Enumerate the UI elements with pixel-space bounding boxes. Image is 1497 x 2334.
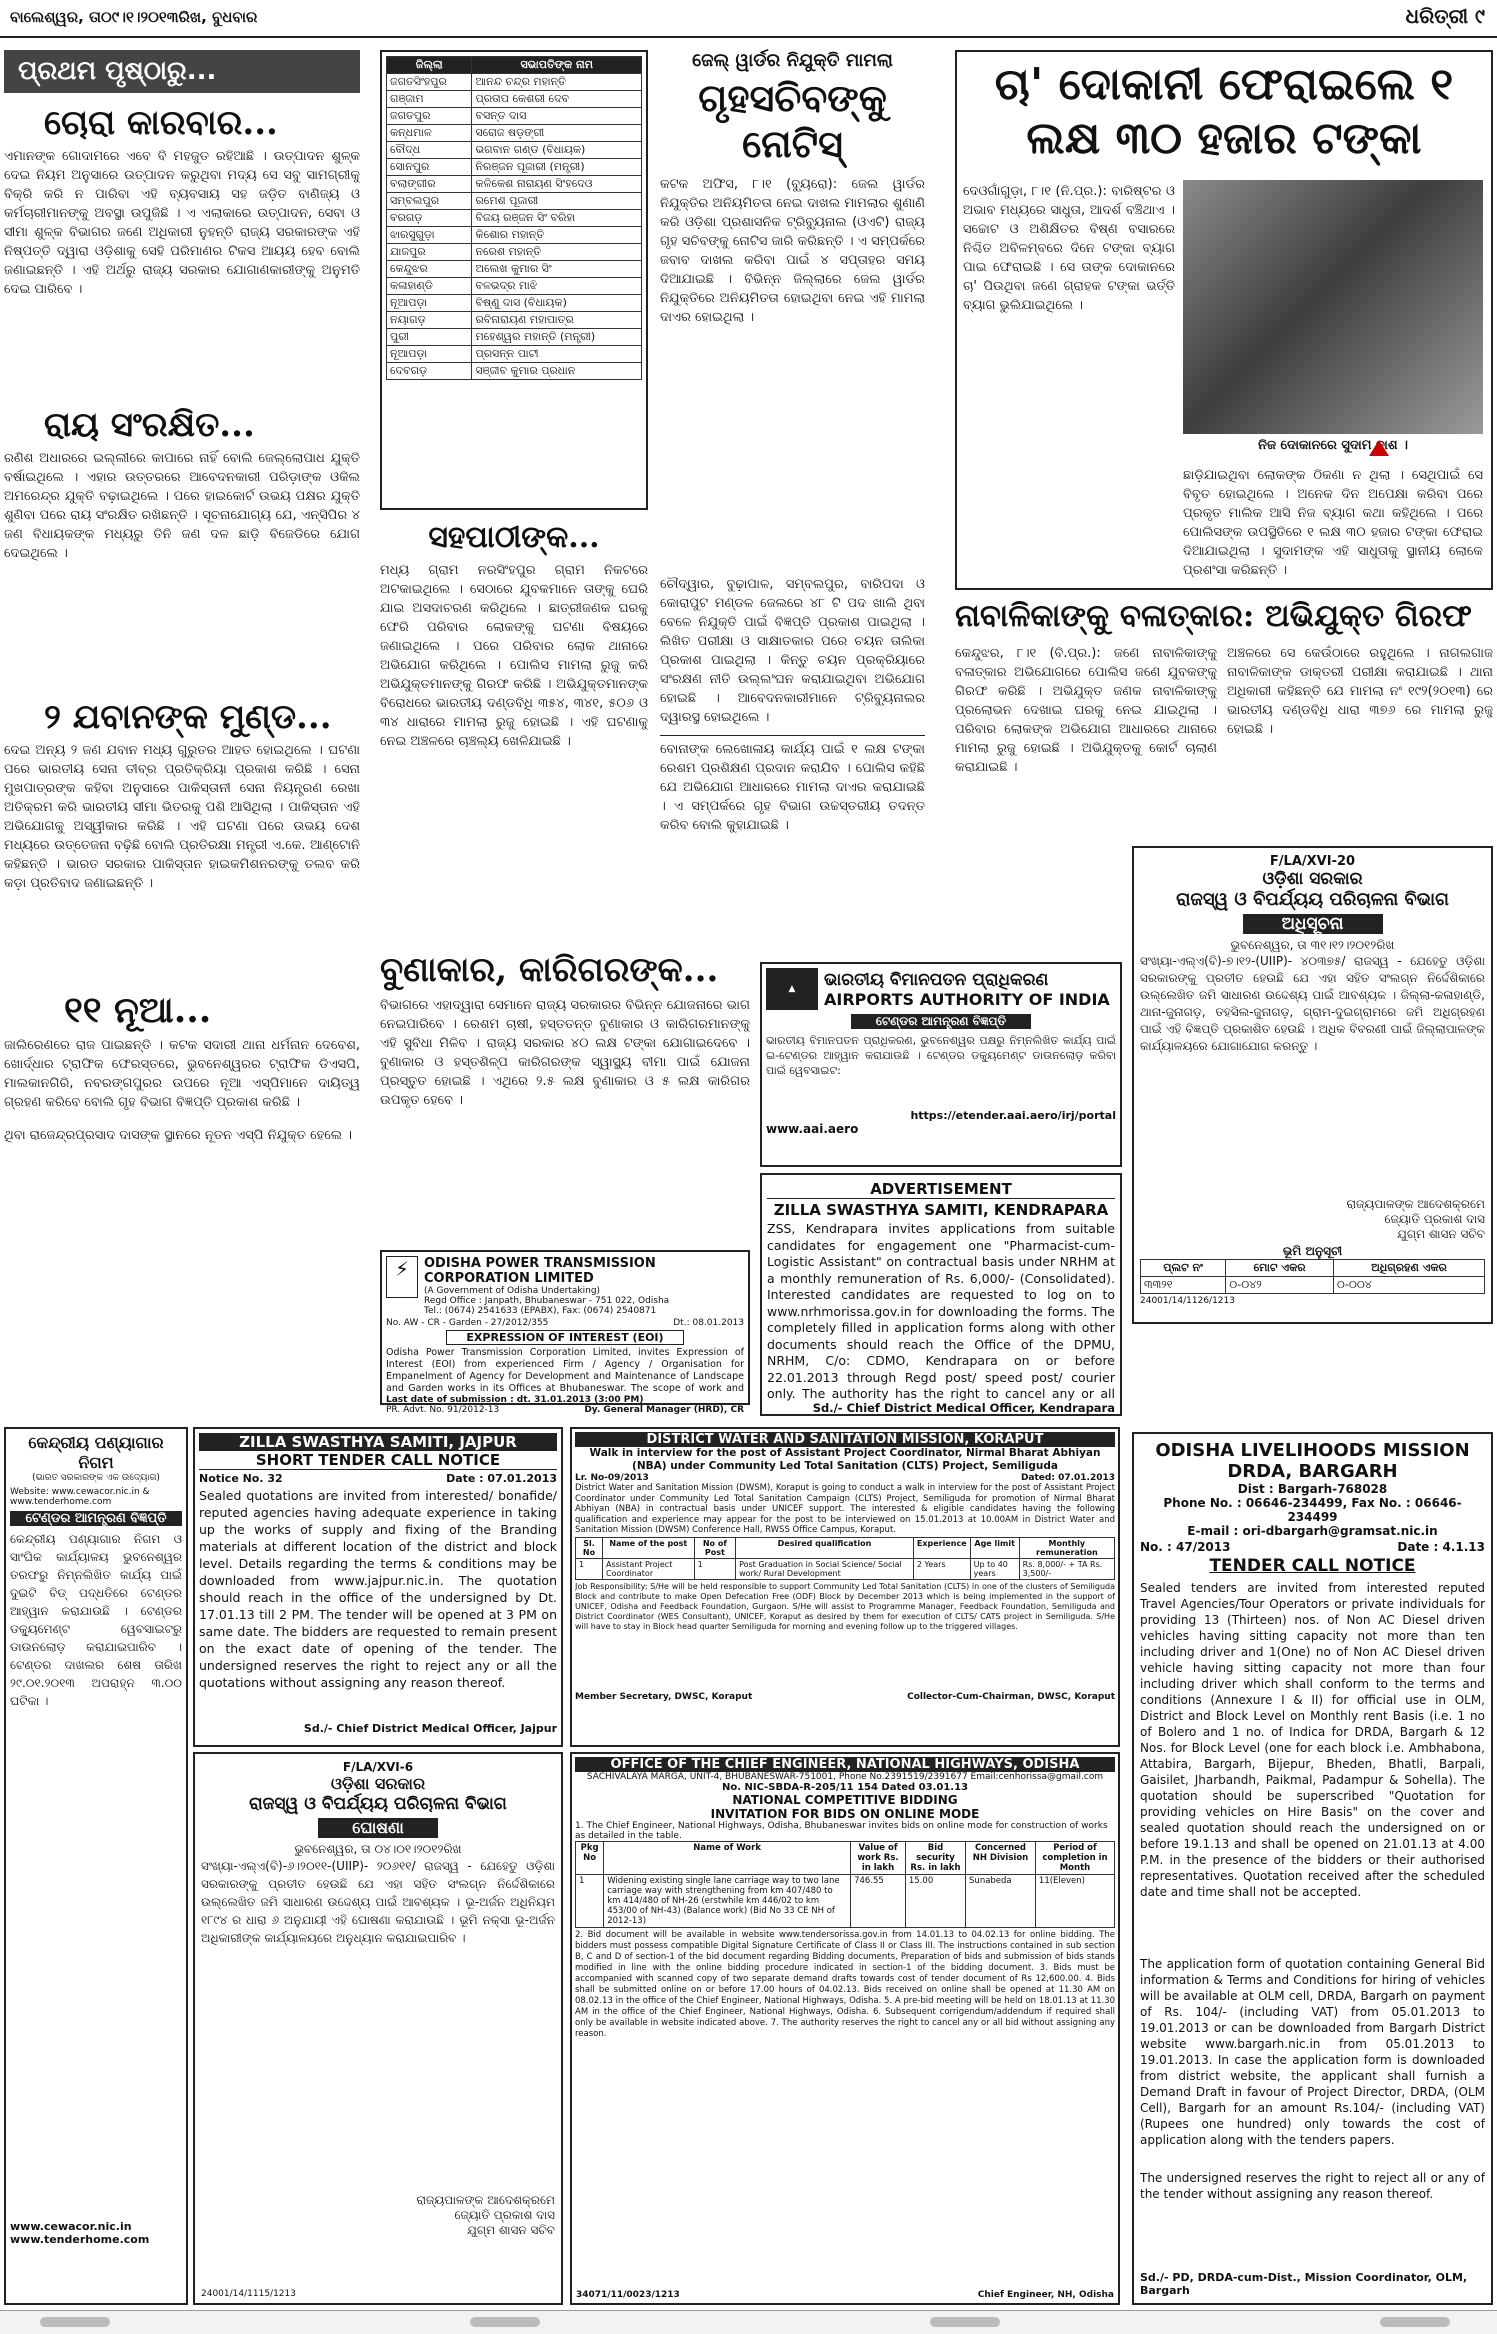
ad-signature: Sd./- PD, DRDA-cum-Dist., Mission Coordinator, OLM, Bargarh	[1140, 2271, 1468, 2297]
table-cell: ଗଞ୍ଜାମ	[387, 91, 472, 108]
sahapathi-article	[380, 520, 648, 940]
table-row	[387, 329, 642, 346]
article-raya-sanrakhita: ରଣିଶ ଅଧାରରେ ଇଲ୍ଲୀରେ କାପାରେ ନାହିଁ ବୋଲି ଜେଲ୍ଲୋପାଧ ଯୁକ୍ତି ବର୍ଷାଇଥିଲେ । ଏହାର ଉତ୍ତରରେ ଆବେଦନକାରୀ ପରିଡ଼ାଙ୍କ ଓକିଲ ଅମରେନ୍ଦ୍ର ଯୁକ୍ତି ବଢ଼ାଇଥିଲେ । ପରେ ହାଇକୋର୍ଟ ଉଭୟ ପକ୍ଷର ଯୁକ୍ତି ଶୁଣିବା ପରେ ରାୟ ସଂରକ୍ଷିତ ରଖିଛନ୍ତି । ସୂଚନାଯୋଗ୍ୟ ଯେ, ଏନ୍‌ସିପିର ୪ ଜଣ ବିଧାୟକଙ୍କ ମଧ୍ୟରୁ ତିନି ଜଣ ଦଳ ଛାଡ଼ି ବିଜେଡିରେ ଯୋଗ ଦେଇଥିଲେ ।	[4, 451, 360, 561]
optcl-sub: (A Government of Odisha Undertaking)	[424, 1286, 601, 1296]
headline-minor-rape: ନାବାଳିକାଙ୍କୁ ବଳାତ୍କାର: ଅଭିଯୁକ୍ତ ଗିରଫ	[955, 598, 1472, 634]
headline-home-secretary-notice: ଗୃହସଚିବଙ୍କୁ ନୋଟିସ୍	[698, 75, 887, 166]
table-cell: ଜଗତସିଂହପୁର	[387, 74, 472, 91]
article-body-3: ବୋନାଙ୍କ ଲେଖୋଳାୟ କାର୍ଯ୍ୟ ପାଇଁ ୧ ଲକ୍ଷ ଟଙ୍କା ରେଶମ ପ୍ରଶିକ୍ଷଣ ପ୍ରଦାନ କରାଯିବ । ପୋଲିସ କହିଛି ଯେ ଅଭିଯୋଗ ଆଧାରରେ ମାମଲା ଦାଏର କରାଯାଇଛି । ଏ ସମ୍ପର୍କରେ ଗୃହ ବିଭାଗ ଉଚ୍ଚସ୍ତରୀୟ ତଦନ୍ତ କରିବ ବୋଲି କୁହାଯାଇଛି ।	[660, 735, 925, 880]
table-header: Name of the post	[602, 1538, 694, 1559]
table-cell: ଅଲେଖ କୁମାର ସିଂ	[472, 261, 642, 278]
table-cell: 1	[694, 1559, 735, 1580]
table-header: ପ୍ଲଟ ନଂ	[1141, 1260, 1226, 1277]
ad-no: No. : 47/2013	[1140, 1540, 1231, 1554]
table-row	[387, 142, 642, 159]
article-body-1: କଟକ ଅଫିସ, ୮।୧ (ବ୍ୟୁରୋ): ଜେଲ ୱାର୍ଡର ନିଯୁକ୍ତିର ଅନିୟମିତତା ନେଇ ଦାଖଲ ମାମଲାର ଶୁଣାଣି କରି ଓଡ଼ିଶା ପ୍ରଶାସନିକ ଟ୍ରିବ୍ୟୁନାଲ (ଓଏଟି) ରାଜ୍ୟ ଗୃହ ସଚିବଙ୍କୁ ନୋଟିସ ଜାରି କରିଛନ୍ତି । ଏ ସମ୍ପର୍କରେ ଜବାବ ଦାଖଲ କରିବା ପାଇଁ ୪ ସପ୍ତାହର ସମୟ ଦିଆଯାଇଛି । ବିଭିନ୍ନ ଜିଲ୍ଲାରେ ଜେଲ ୱାର୍ଡର ନିଯୁକ୍ତିରେ ଅନିୟମିତତା ହୋଇଥିବା ନେଇ ଏହି ମାମଲା ଦାଏର ହୋଇଥିଲା ।	[660, 177, 925, 325]
table-row	[387, 278, 642, 295]
masthead-brand: ଧରିତ୍ରୀ ୯	[1405, 4, 1485, 28]
table-header: ସଭାପତିଙ୍କ ନାମ	[472, 57, 642, 74]
table-cell: ପ୍ରସନ୍ନ ପାଟୀ	[472, 346, 642, 363]
cewacor-body: କେନ୍ଦ୍ରୀୟ ପଣ୍ୟାଗାର ନିଗମ ଓ ସାଂଘିକ କାର୍ଯ୍ୟାଳୟ ଭୁବନେଶ୍ୱର ତରଫରୁ ନିମ୍ନଲିଖିତ କାର୍ଯ୍ୟ ପାଇଁ ଦୁଇଟି ବିଡ୍ ପଦ୍ଧତିରେ ଟେଣ୍ଡର ଆହ୍ୱାନ କରାଯାଉଛି । ଟେଣ୍ଡର ଡକ୍ୟୁମେଣ୍ଟ ୱେବସାଇଟରୁ ଡାଉନଲୋଡ଼ କରାଯାଇପାରିବ । ଟେଣ୍ଡର ଦାଖଲର ଶେଷ ତାରିଖ ୨୯.୦୧.୨୦୧୩ ଅପରାହ୍ନ ୩.୦୦ ଘଟିକା ।	[10, 1532, 182, 1708]
cewacor-sub: (ଭାରତ ସରକାରଙ୍କ ଏକ ଉଦ୍ୟୋଗ)	[32, 1473, 160, 1483]
ad-band: ADVERTISEMENT	[767, 1180, 1115, 1199]
ad-heading-1: NATIONAL COMPETITIVE BIDDING	[732, 1793, 958, 1807]
optcl-ref-no: No. AW - CR - Garden - 27/2012/355	[386, 1318, 549, 1328]
kicker: ଜେଲ୍ ୱାର୍ଡର ନିଯୁକ୍ତି ମାମଲା	[692, 50, 893, 71]
ad-dateline: ଭୁବନେଶ୍ୱର, ତା ୦୪।୦୧।୨୦୧୨ରିଖ	[294, 1842, 462, 1856]
ad-district: Dist : Bargarh-768028	[1237, 1482, 1388, 1496]
scroll-indicator[interactable]	[40, 2317, 110, 2327]
optcl-name: ODISHA POWER TRANSMISSION CORPORATION LIMITED	[424, 1256, 656, 1286]
scroll-indicator[interactable]	[1380, 2317, 1450, 2327]
tea-vendor-photo	[1183, 180, 1483, 434]
ad-org: ଓଡ଼ିଶା ସରକାର	[1262, 869, 1363, 889]
ad-clauses: 2. Bid document will be available in website www.tendersorissa.gov.in from 14.01.13 to 04.02.13 for online bidding. The bidders must possess compatible Digital Signature Certificate of Class II or Class III. The instructions contained in sub section B, C and D of section-1 of the bid document regarding Bidding documents, Preparation of bids and submission of bids stands modified in line with the online bidding procedure indicated in section-1 of the bidding document. 3. Bids must be accompanied with scanned copy of two separate demand drafts towards cost of tender document of Rs 12,600.00. 4. Bids shall be submitted online on or before 17.00 hours of 04.02.13. Bids received on online shall be opened at 11.30 AM on 08.02.13 in the office of the Chief Engineer, National Highways, Odisha. 5. A pre-bid meeting will be held on 18.01.13 at 11.30 AM in the office of the Chief Engineer, National Highways, Odisha. 6. Subsequent corrigendum/addendum if required shall only be available in website indicated above. 7. The authority reserves the right to cancel any or all bid without assigning any reason.	[575, 1930, 1115, 2039]
signatory-title: ଯୁଗ୍ମ ଶାସନ ସଚିବ	[1397, 1227, 1485, 1241]
ad-title: ZILLA SWASTHYA SAMITI, JAJPUR	[199, 1433, 557, 1451]
table-cell: ରବିନାରାୟଣ ମହାପାତ୍ର	[472, 312, 642, 329]
post-table	[575, 1537, 1115, 1580]
table-cell: ଆନନ୍ଦ ଚନ୍ଦ୍ର ମହାନ୍ତି	[472, 74, 642, 91]
table-cell: ଝାରସୁଗୁଡ଼ା	[387, 227, 472, 244]
ad-band: TENDER CALL NOTICE	[1209, 1556, 1416, 1576]
section-band: ପ୍ରଥମ ପୃଷ୍ଠାରୁ...	[4, 50, 360, 93]
table-cell: ବରଗଡ଼	[387, 210, 472, 227]
table-cell: 15.00	[905, 1875, 965, 1928]
table-cell: 1	[576, 1559, 603, 1580]
ad-ref: F/LA/XVI-20	[1269, 854, 1356, 869]
dwsm-koraput-ad	[570, 1427, 1120, 1747]
ad-signature: Sd./- Chief District Medical Officer, Kendrapara	[812, 1401, 1115, 1415]
table-cell: ଜଗତପୁର	[387, 108, 472, 125]
table-cell: ୦-୦୦୪	[1333, 1277, 1484, 1294]
table-cell: ମହେଶ୍ୱର ମହାନ୍ତି (ମନ୍ତ୍ରୀ)	[472, 329, 642, 346]
table-row	[387, 108, 642, 125]
table-header: Name of Work	[604, 1842, 851, 1875]
table-row	[387, 193, 642, 210]
notice-date: Date : 07.01.2013	[446, 1472, 557, 1485]
optcl-pr-no: PR. Advt. No. 91/2012-13	[386, 1405, 500, 1415]
aai-name-english: AIRPORTS AUTHORITY OF INDIA	[824, 989, 1110, 1009]
front-page-continued-column	[4, 50, 360, 1290]
ad-body: ZSS, Kendrapara invites applications from suitable candidates for engagement one "Pharmacist-cum-Logistic Assistant" on contractual basis under NRHM at a monthly remuneration of Rs. 6,000/- (Consolidated). Interested candidates are requested to log on to www.nrhmorissa.gov.in for downloading the forms. The completely filled in application forms along with other documents should reach the Office of the DPMU, NRHM, C/o: CDMO, Kendrapara on or before 22.01.2013 through Regd post/ speed post/ courier only. The authority has the right to cancel any or all	[767, 1221, 1115, 1401]
ad-org: ଓଡ଼ିଶା ସରକାର	[330, 1774, 426, 1793]
table-header: ମୋଟ ଏକର	[1226, 1260, 1334, 1277]
headline-chora-karbar: ଚୋରା କାରବାର...	[44, 103, 278, 143]
ad-footer-ref: 24001/14/1126/1213	[1140, 1296, 1235, 1306]
ad-ref-no: No. NIC-SBDA-R-205/11 154 Dated 03.01.13	[721, 1782, 969, 1793]
signatory-name: ଜ୍ୟୋତି ପ୍ରକାଶ ଦାସ	[1384, 1212, 1485, 1226]
ad-signature: Chief Engineer, NH, Odisha	[977, 2290, 1114, 2300]
signatory-title: ଯୁଗ୍ମ ଶାସନ ସଚିବ	[467, 2223, 555, 2237]
headline-jawan: ୨ ଯବାନଙ୍କ ମୁଣ୍ଡ...	[44, 697, 332, 737]
table-header: Sl. No	[576, 1538, 603, 1559]
table-row	[387, 176, 642, 193]
table-cell: Up to 40 years	[970, 1559, 1019, 1580]
ad-phone: Phone No. : 06646-234499, Fax No. : 06646-234499	[1163, 1496, 1462, 1524]
table-cell: Assistant Project Coordinator	[602, 1559, 694, 1580]
headline-11-nua: ୧୧ ନୂଆ...	[64, 989, 212, 1031]
signatory-line-1: ରାଜ୍ୟପାଳଙ୍କ ଆଦେଶକ୍ରମେ	[1346, 1197, 1485, 1211]
table-row	[387, 159, 642, 176]
signatory-line-1: ରାଜ୍ୟପାଳଙ୍କ ଆଦେଶକ୍ରମେ	[416, 2193, 555, 2207]
table-cell: Post Graduation in Social Science/ Social work/ Rural Development	[736, 1559, 914, 1580]
aai-logo-icon: ▲	[766, 968, 818, 1010]
aai-url-link[interactable]: https://etender.aai.aero/irj/portal	[910, 1109, 1116, 1122]
table-cell: ସୋନପୁର	[387, 159, 472, 176]
table-header: Desired qualification	[736, 1538, 914, 1559]
ad-department: ରାଜସ୍ୱ ଓ ବିପର୍ଯ୍ୟୟ ପରିଚାଳନା ବିଭାଗ	[249, 1794, 507, 1814]
table-cell: ବୌଦ୍ଧ	[387, 142, 472, 159]
works-table	[575, 1841, 1115, 1928]
table-cell: ପ୍ରତାପ କେଶରୀ ଦେବ	[472, 91, 642, 108]
district-president-table	[380, 50, 648, 510]
table-cell: 2 Years	[913, 1559, 970, 1580]
tea-vendor-story	[955, 50, 1493, 590]
ad-signature: Sd./- Chief District Medical Officer, Jajpur	[303, 1722, 557, 1735]
table-cell: କିଶୋର ମହାନ୍ତି	[472, 227, 642, 244]
job-responsibility: Job Responsibility: S/He will be held responsible to support Community Led Total Sanitation (CLTS) in one of the clusters of Semiliguda Block and contribute to make Open Defecation Free (ODF) Block by December 2013 which is being implemented in the support of UNICEF, Odisha and Feedback Foundation, Gurgaon. S/He will assist to Programme Manager, Feedback Foundation, Semiliguda and District Coordinator (WES Consultant), UNICEF, Koraput as desired by them for execution of CLTS/ CATS project in Semiliguda. S/He will have to stay in Block head quarter Semiliguda for morning and evening follow up to the triggered villages.	[575, 1582, 1115, 1631]
cewacor-title: କେନ୍ଦ୍ରୀୟ ପଣ୍ୟାଗାର ନିଗମ	[28, 1433, 164, 1472]
table-header: Bid security Rs. in lakh	[905, 1842, 965, 1875]
table-header: Period of completion in Month	[1035, 1842, 1114, 1875]
ad-email: E-mail : ori-dbargarh@gramsat.nic.in	[1187, 1524, 1438, 1538]
optcl-logo-icon: ⚡	[386, 1256, 418, 1298]
minor-rape-story	[955, 598, 1493, 833]
ad-date: Date : 4.1.13	[1397, 1540, 1485, 1554]
table-row	[387, 244, 642, 261]
table-cell: 11(Eleven)	[1035, 1875, 1114, 1928]
headline-tea-vendor: ଚା' ଦୋକାନୀ ଫେରାଇଲେ ୧ ଲକ୍ଷ ୩୦ ହଜାର ଟଙ୍କା	[994, 59, 1454, 164]
ad-title: DISTRICT WATER AND SANITATION MISSION, KORAPUT	[575, 1432, 1115, 1447]
ad-band: ଘୋଷଣା	[318, 1818, 438, 1838]
cewacor-band: ଟେଣ୍ଡର ଆମନ୍ତ୍ରଣ ବିଜ୍ଞପ୍ତି	[10, 1511, 182, 1526]
national-highways-bid-ad	[570, 1752, 1120, 2305]
table-cell: ବିଷ୍ଣୁ ଦାସ (ବିଧାୟକ)	[472, 295, 642, 312]
table-row	[387, 312, 642, 329]
article-body-2: ଚୌଦ୍ୱାର, ବୁଢ଼ାପାଳ, ସମ୍ବଲପୁର, ବାରିପଦା ଓ କୋରାପୁଟ ମଣ୍ଡଳ ଜେଲରେ ୪୮ ଟି ପଦ ଖାଲି ଥିବା ବେଳେ ନିଯୁକ୍ତି ପାଇଁ ବିଜ୍ଞପ୍ତି ପ୍ରକାଶ ପାଇଥିଲା । ଲିଖିତ ପରୀକ୍ଷା ଓ ସାକ୍ଷାତକାର ପରେ ଚୟନ ତାଲିକା ପ୍ରକାଶ ପାଇଥିଲା । କିନ୍ତୁ ଚୟନ ପ୍ରକ୍ରିୟାରେ ସଂରକ୍ଷଣ ନୀତି ଉଲ୍ଲଂଘନ କରାଯାଇଥିବା ଅଭିଯୋଗ ହୋଇଛି । ଆବେଦନକାରୀମାନେ ଟ୍ରିବ୍ୟୁନାଲର ଦ୍ୱାରସ୍ଥ ହୋଇଥିଲେ ।	[660, 577, 925, 725]
letter-date: Dated: 07.01.2013	[1020, 1473, 1115, 1483]
table-cell: କେନ୍ଦୁଝର	[387, 261, 472, 278]
table-cell: ନରେଶ ମହାନ୍ତି	[472, 244, 642, 261]
ad-subtitle: SHORT TENDER CALL NOTICE	[199, 1451, 557, 1470]
optcl-eoi-ad	[380, 1250, 750, 1415]
ad-body-3: The undersigned reserves the right to reject all or any of the tender without assigning any reason thereof.	[1140, 2171, 1485, 2201]
ad-body: ସଂଖ୍ୟା-ଏଲ୍‌ଏ(ବି)-୬।୨୦୧୧-(UIIP)- ୨୦୬୧୧/ ରାଜସ୍ୱ - ଯେହେତୁ ଓଡ଼ିଶା ସରକାରଙ୍କୁ ପ୍ରତୀତ ହେଉଛି ଯେ ଏହା ସହିତ ସଂଲଗ୍ନ ନିର୍ଦ୍ଦେଶିକାରେ ଉଲ୍ଲେଖିତ ଜମି ସାଧାରଣ ଉଦ୍ଦେଶ୍ୟ ପାଇଁ ଆବଶ୍ୟକ । ଭୂ-ଅର୍ଜନ ଅଧିନିୟମ ୧୮୯୪ ର ଧାରା ୬ ଅନୁଯାୟୀ ଏହି ଘୋଷଣା କରାଯାଉଛି । ଭୂମି ନକ୍ସା ଭୂ-ଅର୍ଜନ ଅଧିକାରୀଙ୍କ କାର୍ଯ୍ୟାଳୟରେ ଅନୁଧ୍ୟାନ କରାଯାଇପାରିବ ।	[201, 1859, 555, 1945]
table-cell: Rs. 8,000/- + TA Rs. 3,500/-	[1019, 1559, 1114, 1580]
article-11-nua: ଜାଲିରେଣରେ ରାଜ ପାଇଛନ୍ତି । କଟକ ସଦାରୀ ଥାନା ଧର୍ମନାନ ଦେବେଶ, ଖୋର୍ଦ୍ଧାର ଟ୍ରାଫିକ ଫେରସ୍ତରେ, ଭୁବନେଶ୍ୱରର ଟ୍ରାଫିକ ଡିଏସପି, ମାଲକାନଗିରି, ନବରଙ୍ଗପୁରର ଉପରେ ନୂଆ ଏସ୍‌ପିମାନେ ଦାୟିତ୍ୱ ଗ୍ରହଣ କରିବେ ବୋଲି ଗୃହ ବିଭାଗ ବିଜ୍ଞପ୍ତି ପ୍ରକାଶ କରିଛି ।	[4, 1038, 360, 1110]
table-cell: ନିରଞ୍ଜନ ପୂଜାରୀ (ମନ୍ତ୍ରୀ)	[472, 159, 642, 176]
table-cell: ୦-୦୪୨	[1226, 1277, 1334, 1294]
optcl-eoi-title: EXPRESSION OF INTEREST (EOI)	[446, 1330, 684, 1345]
table-cell: ବିଜୟ ରଞ୍ଜନ ସିଂ ବରିହା	[472, 210, 642, 227]
ad-title-2: DRDA, BARGARH	[1227, 1461, 1398, 1482]
ad-body: ସଂଖ୍ୟା-ଏଲ୍‌ଏ(ବି)-୭।୧୨-(UIIP)- ୪୦୩୭୫/ ରାଜସ୍ୱ - ଯେହେତୁ ଓଡ଼ିଶା ସରକାରଙ୍କୁ ପ୍ରତୀତ ହେଉଛି ଯେ ଏହା ସହିତ ସଂଲଗ୍ନ ନିର୍ଦ୍ଦେଶିକାରେ ଉଲ୍ଲେଖିତ ଜମି ସାଧାରଣ ଉଦ୍ଦେଶ୍ୟ ପାଇଁ ଆବଶ୍ୟକ । ଜିଲ୍ଲା-କଳାହାଣ୍ଡି, ଥାନା-ଜୁନାଗଡ଼, ତହସିଲ-ଜୁନାଗଡ଼, ଗ୍ରାମ-ଦୁଇଗ୍ରାମରେ ଜମି ଅଧିଗ୍ରହଣ ପାଇଁ ଏହି ବିଜ୍ଞପ୍ତି ପ୍ରକାଶିତ ହେଉଛି । ଅଧିକ ବିବରଣୀ ପାଇଁ ଜିଲ୍ଲାପାଳଙ୍କ କାର୍ଯ୍ୟାଳୟରେ ଯୋଗାଯୋଗ କରନ୍ତୁ ।	[1140, 954, 1485, 1053]
ad-department: ରାଜସ୍ୱ ଓ ବିପର୍ଯ୍ୟୟ ପରିଚାଳନା ବିଭାଗ	[1176, 889, 1449, 910]
signatory-name: ଜ୍ୟୋତି ପ୍ରକାଶ ଦାସ	[454, 2208, 555, 2222]
letter-no: Lr. No-09/2013	[575, 1473, 649, 1483]
headline-bunakar: ବୁଣାକାର, କାରିଗରଙ୍କ...	[380, 950, 719, 990]
schedule-table	[1140, 1259, 1485, 1294]
table-cell: ବଳଭଦ୍ର ମାଝି	[472, 278, 642, 295]
aai-site-link[interactable]: www.aai.aero	[766, 1122, 859, 1136]
table-header: ଅଧିଗ୍ରହଣ ଏକର	[1333, 1260, 1484, 1277]
notice-no: Notice No. 32	[199, 1472, 283, 1485]
weavers-article	[380, 950, 750, 1240]
jail-warder-article	[660, 50, 925, 940]
table-cell: କଳିକେଶ ନାରାୟଣ ସିଂହଦେଓ	[472, 176, 642, 193]
ad-address: SACHIVALAYA MARGA, UNIT-4, BHUBANESWAR-751001, Phone No.2391519/2391677 Email:cenhorissa@gmail.com	[586, 1772, 1104, 1782]
signatory-1: Member Secretary, DWSC, Koraput	[575, 1692, 753, 1702]
ad-footer-ref: 24001/14/1115/1213	[201, 2289, 296, 2299]
headline-sahapathi: ସହପାଠୀଙ୍କ...	[428, 520, 600, 555]
table-header: Age limit	[970, 1538, 1019, 1559]
aai-tender-ad	[760, 962, 1122, 1167]
headline-raya-sanrakhita: ରାୟ ସଂରକ୍ଷିତ...	[44, 405, 255, 445]
ad-ref: F/LA/XVI-6	[342, 1760, 414, 1774]
table-header: Value of work Rs. in lakh	[851, 1842, 906, 1875]
table-cell: ନୂଆପଡ଼ା	[387, 295, 472, 312]
minor-rape-body-1: କେନ୍ଦୁଝର, ୮।୧ (ବି.ପ୍ର.): ଜଣେ ନାବାଳିକାଙ୍କୁ ବଳାତ୍କାର ଅଭିଯୋଗରେ ପୋଲିସ ଜଣେ ଯୁବକଙ୍କୁ ଗିରଫ କରିଛି । ଅଭିଯୁକ୍ତ ଜଣକ ନାବାଳିକାଙ୍କୁ ପ୍ରଲୋଭନ ଦେଖାଇ ଘରକୁ ନେଇ ଯାଇଥିଲା । ପରିବାର ଲୋକଙ୍କ ଅଭିଯୋଗ ଆଧାରରେ ଥାନାରେ ମାମଲା ରୁଜୁ ହୋଇଛି । ଅଭିଯୁକ୍ତକୁ କୋର୍ଟ ଚାଲାଣ କରାଯାଇଛି ।	[955, 646, 1217, 775]
table-row	[387, 295, 642, 312]
photo-caption: ନିଜ ଦୋକାନରେ ସୁଦାମ ଦାଶ ।	[1258, 438, 1408, 453]
table-cell: ନୂଆପଡ଼ା	[387, 346, 472, 363]
article-bunakar: ବିଭାଗରେ ଏହାଦ୍ୱାରା ସେମାନେ ରାଜ୍ୟ ସରକାରର ବିଭିନ୍ନ ଯୋଜନାରେ ଭାଗ ନେଇପାରିବେ । ରେଶମ ଚାଷୀ, ହସ୍ତତନ୍ତ ବୁଣାକାର ଓ କାରିଗରମାନଙ୍କୁ ଏହି ସୁବିଧା ମିଳିବ । ରାଜ୍ୟ ସରକାର ୪୦ ଲକ୍ଷ ଟଙ୍କା ଯୋଗାଇଦେବେ । ବୁଣାକାର ଓ ହସ୍ତଶିଳ୍ପ କାରିଗରଙ୍କ ସ୍ୱାସ୍ଥ୍ୟ ବୀମା ପାଇଁ ଯୋଜନା ପ୍ରସ୍ତୁତ ହୋଇଛି । ଏଥିରେ ୨.୫ ଲକ୍ଷ ବୁଣାକାର ଓ ୫ ଲକ୍ଷ କାରିଗର ଉପକୃତ ହେବେ ।	[380, 998, 750, 1108]
table-cell: ବସନ୍ତ ଦାସ	[472, 108, 642, 125]
table-row	[387, 227, 642, 244]
olm-bargarh-tender-ad	[1132, 1432, 1493, 2305]
revenue-notification-ad	[1132, 846, 1493, 1324]
optcl-last-date: Last date of submission : dt. 31.01.2013 (3:00 PM)	[386, 1395, 644, 1405]
dateline: ବାଲେଶ୍ୱର, ତା୦୯।୧।୨୦୧୩ରିଖ, ବୁଧବାର	[10, 8, 258, 26]
optcl-address: Regd Office : Janpath, Bhubaneswar - 751 022, Odisha	[424, 1296, 670, 1306]
table-cell: କନ୍ଧମାଳ	[387, 125, 472, 142]
ad-body: District Water and Sanitation Mission (DWSM), Koraput is going to conduct a walk in interview for the post of Assistant Project Coordinator under Community Led Total Sanitation Campaign (CLTS) Project, Semiliguda for promotion of Nirmal Bharat Abhiyan (NBA) in contractual basis under UNICEF support. The interested & eligible candidates having the following qualification and experience may appear for the post to be interviewed on 15.01.2013 at 10.00AM in District Water and Sanitation Mission (DWSM) Conference Hall, RWSS Office Campus, Koraput.	[575, 1483, 1115, 1535]
page-header	[0, 0, 1497, 38]
aai-name-odia: ଭାରତୀୟ ବିମାନପତନ ପ୍ରାଧିକରଣ	[824, 969, 1049, 990]
table-header: Concerned NH Division	[966, 1842, 1036, 1875]
ad-footer-ref: 34071/11/0023/1213	[576, 2290, 680, 2300]
table-row	[387, 74, 642, 91]
zss-kendrapara-ad	[760, 1173, 1122, 1416]
ad-body-2: The application form of quotation containing General Bid information & Terms and Conditions for hiring of vehicles will be available at OLM cell, DRDA, Bargarh on payment of Rs. 104/- (including VAT) from 05.01.2013 to 19.01.2013 or can be downloaded from Bargarh District website www.bargarh.nic.in from 05.01.2013 to 19.01.2013. In case the application form is downloaded from district website, the applicant shall furnish a Demand Draft in favour of Project Director, DRDA, (OLM Cell), Bargarh for an amount Rs.104/- (including VAT) (Rupees one hundred) only towards the cost of application along with the tenders papers.	[1140, 1957, 1485, 2147]
table-cell: ସମ୍ବଲପୁର	[387, 193, 472, 210]
table-cell: ୩୩୨୧	[1141, 1277, 1226, 1294]
table-cell: ସରୋଜ ଷଡ଼ଙ୍ଗୀ	[472, 125, 642, 142]
minor-rape-body-2: ଅଞ୍ଚଳରେ ସେ କେଉଁଠାରେ ରହୁଥିଲେ । ନାଗଲଗାଜ ନାବାଳିକାଙ୍କ ଡାକ୍ତରୀ ପରୀକ୍ଷା କରାଯାଇଛି । ଥାନା ଅଧିକାରୀ କହିଛନ୍ତି ଯେ ମାମଲା ନଂ ୧୯୨(୨୦୧୩) ରେ ଭାରତୀୟ ଦଣ୍ଡବିଧି ଧାରା ୩୭୬ ରେ ମାମଲା ରୁଜୁ ହୋଇଛି ।	[1227, 646, 1493, 737]
table-cell: ବଲାଙ୍ଗୀର	[387, 176, 472, 193]
table-row	[387, 210, 642, 227]
ad-subtitle: Walk in interview for the post of Assistant Project Coordinator, Nirmal Bharat Abhiyan (NBA) under Community Led Total Sanitation (CLTS) Project, Semiliguda	[589, 1447, 1101, 1472]
ad-intro: 1. The Chief Engineer, National Highways, Odisha, Bhubaneswar invites bids on online mode for construction of works as detailed in the table.	[575, 1821, 1108, 1841]
table-cell: Widening existing single lane carriage way to two lane carriage way with strengthening from km 407/480 to km 414/480 of NH-26 (erstwhile km 446/02 to km 453/00 of NH-43) (Balance work) (Bid No 33 CE NH of 2012-13)	[604, 1875, 851, 1928]
scroll-indicator[interactable]	[470, 2317, 540, 2327]
table-cell: ପୁରୀ	[387, 329, 472, 346]
ad-title: OFFICE OF THE CHIEF ENGINEER, NATIONAL HIGHWAYS, ODISHA	[575, 1757, 1115, 1772]
cewacor-tender-ad	[4, 1427, 188, 2305]
table-cell: ଭଗବାନ ଗଣ୍ଡ (ବିଧାୟକ)	[472, 142, 642, 159]
ad-heading-2: INVITATION FOR BIDS ON ONLINE MODE	[710, 1807, 980, 1821]
article-sahapathi: ମଧ୍ୟ ଗ୍ରାମ ନରସିଂହପୁର ଗ୍ରାମ ନିକଟରେ ଅଟକାଇଥିଲେ । ସେଠାରେ ଯୁବକମାନେ ତାଙ୍କୁ ଘେରି ଯାଇ ଅସଦାଚରଣ କରିଥିଲେ । ଛାତ୍ରୀଜଣକ ଘରକୁ ଫେରି ପରିବାର ଲୋକଙ୍କୁ ଘଟଣା ବିଷୟରେ ଜଣାଇଥିଲେ । ପରେ ପରିବାର ଲୋକ ଥାନାରେ ଅଭିଯୋଗ କରିଥିଲେ । ପୋଲିସ ମାମଲା ରୁଜୁ କରି ଅଭିଯୁକ୍ତମାନଙ୍କୁ ଗିରଫ କରିଛି । ଅଭିଯୁକ୍ତମାନଙ୍କ ବିରୋଧରେ ଭାରତୀୟ ଦଣ୍ଡବିଧି ୩୫୪, ୩୪୧, ୫୦୬ ଓ ୩୪ ଧାରାରେ ମାମଲା ରୁଜୁ ହୋଇଛି । ଏହି ଘଟଣାକୁ ନେଇ ଅଞ୍ଚଳରେ ଚାଞ୍ଚଲ୍ୟ ଖେଳିଯାଇଛି ।	[380, 563, 648, 749]
ad-band: ଅଧିସୂଚନା	[1243, 914, 1383, 934]
table-row	[387, 363, 642, 380]
table-row	[387, 261, 642, 278]
optcl-body: Odisha Power Transmission Corporation Limited, invites Expression of Interest (EOI) from experienced Firm / Agency / Organisation for Empanelment of Agency for Development and Maintenance of Landscape and Garden works in its Offices at Bhubaneswar. The scope of work and	[386, 1347, 744, 1394]
ad-body: Sealed quotations are invited from interested/ bonafide/ reputed agencies having adequate experience in taking up the works of supply and fixing of the Branding materials at different location of the district and block level. Details regarding the terms & conditions may be downloaded from www.jajpur.nic.in. The quotation should reach in the office of the undersigned by Dt. 17.01.13 till 2 PM. The tender will be opened at 3 PM on same date. The bidders are requested to remain present on the exact date of opening of the tender. The undersigned reserves the right to reject any or all the quotations without assigning any reason thereof.	[199, 1488, 557, 1690]
ad-dateline: ଭୁବନେଶ୍ୱର, ତା ୩୧।୧୨।୨୦୧୨ରିଖ	[1230, 938, 1395, 952]
scroll-indicator[interactable]	[930, 2317, 1000, 2327]
tea-vendor-body-1: ଦେଓଗାଁଗୁଡ଼ା, ୮।୧ (ନି.ପ୍ର.): ବାରିଷ୍ଟର ଓ ଅଭାବ ମଧ୍ୟରେ ସାଧୁତା, ଆଦର୍ଶ ବଞ୍ଚିଥାଏ । ସଚ୍ଚୋଟ ଓ ଅଶିକ୍ଷିତର ବିଷ୍ଣ ବସାରରେ ନିଶ୍ଚିତ ଅବିଳମ୍ବରେ ଦିନେ ଟଙ୍କା ବ୍ୟାଗ ପାଇ ଫେରାଇଛି । ସେ ତାଙ୍କ ଦୋକାନରେ ଚା' ପିଉଥିବା ଜଣେ ଗ୍ରାହକ ଟଙ୍କା ଭର୍ତ୍ତି ବ୍ୟାଗ ଭୁଲିଯାଇଥିଲେ ।	[963, 184, 1175, 313]
ad-title: ZILLA SWASTHYA SAMITI, KENDRAPARA	[773, 1201, 1109, 1219]
cewacor-web: Website: www.cewacor.nic.in & www.tenderhome.com	[10, 1487, 150, 1507]
article-jawan: ଦେଇ ଅନ୍ୟ ୨ ଜଣ ଯବାନ ମଧ୍ୟ ଗୁରୁତର ଆହତ ହୋଇଥିଲେ । ଘଟଣା ପରେ ଭାରତୀୟ ସେନା ତୀବ୍ର ପ୍ରତିକ୍ରିୟା ପ୍ରକାଶ କରିଛି । ସେନା ମୁଖପାତ୍ରଙ୍କ କହିବା ଅନୁସାରେ ପାକିସ୍ତାନୀ ସେନା ନିୟନ୍ତ୍ରଣ ରେଖା ଅତିକ୍ରମ କରି ଭାରତୀୟ ସୀମା ଭିତରକୁ ପଶି ଆସିଥିଲା । ପାକିସ୍ତାନ ଏହି ଅଭିଯୋଗକୁ ଅସ୍ୱୀକାର କରିଛି । ଏହି ଘଟଣା ପରେ ଉଭୟ ଦେଶ ମଧ୍ୟରେ ଉତ୍ତେଜନା ବଢ଼ିଛି ବୋଲି ପ୍ରତିରକ୍ଷା ମନ୍ତ୍ରୀ ଏ.କେ. ଆଣ୍ଟୋନି କହିଛନ୍ତି । ଭାରତ ସରକାର ପାକିସ୍ତାନ ହାଇକମିଶନରଙ୍କୁ ତଲବ କରି କଡ଼ା ପ୍ରତିବାଦ ଜଣାଇଛନ୍ତି ।	[4, 743, 360, 891]
aai-body: ଭାରତୀୟ ବିମାନପତନ ପ୍ରାଧିକରଣ, ଭୁବନେଶ୍ୱର ପକ୍ଷରୁ ନିମ୍ନଲିଖିତ କାର୍ଯ୍ୟ ପାଇଁ ଇ-ଟେଣ୍ଡର ଆହ୍ୱାନ କରାଯାଉଛି । ଟେଣ୍ଡର ଡକ୍ୟୁମେଣ୍ଟ ଡାଉନଲୋଡ଼ କରିବା ପାଇଁ ୱେବସାଇଟ:	[766, 1034, 1116, 1077]
page-footer-strip	[0, 2310, 1497, 2334]
tea-vendor-body-2: ଛାଡ଼ିଯାଇଥିବା ଲୋକଙ୍କ ଠିକଣା ନ ଥିଲା । ସେଥିପାଇଁ ସେ ବିବୃତ ହୋଇଥିଲେ । ଅନେକ ଦିନ ଅପେକ୍ଷା କରିବା ପରେ ପ୍ରକୃତ ମାଲିକ ଆସି ନିଜ ବ୍ୟାଗ କଥା କହିଥିଲେ । ପରେ ପୋଲିସଙ୍କ ଉପସ୍ଥିତିରେ ୧ ଲକ୍ଷ ୩୦ ହଜାର ଟଙ୍କା ଫେରାଇ ଦିଆଯାଇଥିଲା । ସୁଦାମଙ୍କ ଏହି ସାଧୁତାକୁ ସ୍ଥାନୀୟ ଲୋକେ ପ୍ରଶଂସା କରିଛନ୍ତି ।	[1183, 468, 1483, 578]
table-cell: ଯାଜପୁର	[387, 244, 472, 261]
optcl-tel: Tel.: (0674) 2541633 (EPABX), Fax: (0674) 2540871	[424, 1306, 657, 1316]
table-cell: ସଞ୍ଜୀବ କୁମାର ପ୍ରଧାନ	[472, 363, 642, 380]
table-cell: ନୟାଗଡ଼	[387, 312, 472, 329]
president-table	[386, 56, 642, 380]
table-row	[387, 346, 642, 363]
ad-title-1: ODISHA LIVELIHOODS MISSION	[1155, 1440, 1470, 1461]
table-cell: Sunabeda	[966, 1875, 1036, 1928]
table-header: Experience	[913, 1538, 970, 1559]
red-triangle-icon	[1369, 440, 1389, 456]
aai-band: ଟେଣ୍ଡର ଆମନ୍ତ୍ରଣ ବିଜ୍ଞପ୍ତି	[851, 1014, 1031, 1029]
table-row	[387, 125, 642, 142]
table-cell: ରମେଶ ପୂଜାରୀ	[472, 193, 642, 210]
table-row	[387, 91, 642, 108]
table-cell: ଦେବଗଡ଼	[387, 363, 472, 380]
signatory-2: Collector-Cum-Chairman, DWSC, Koraput	[907, 1692, 1115, 1702]
schedule-title: ଭୂମି ଅନୁସୂଚୀ	[1282, 1244, 1343, 1258]
ad-body-1: Sealed tenders are invited from interested reputed Travel Agencies/Tour Operators or private individuals for providing 13 (Thirteen) nos. of Non AC Diesel driven vehicles having sitting capacity not more than ten including driver and 1(One) no of Non AC Diesel driven vehicle having sitting capacity not more than four including driver which shall conform to the terms and conditions (Annexure I & II) for official use in OLM, District and Block Level on Monthly rent Basis (i.e. 1 no of Bolero and 1 no. of Indica for DRDA, Bargarh & 12 Nos. for Block Level (one for each block i.e. Ambhabona, Attabira, Bargarh, Bijepur, Bheden, Bhatli, Barpali, Gaisilet, Jharbandh, Paikmal, Padampur & Sohella). The quotation should be superscribed "Quotation for providing vehicles on Hire Basis" on the cover and sealed quotation should reach the undersigned on or before 19.1.13 and shall be opened on 21.01.13 at 4.00 P.M. in the presence of the bidders or their authorised representatives. Quotation received after the scheduled date and time shall not be accepted.	[1140, 1581, 1485, 1899]
table-header: No of Post	[694, 1538, 735, 1559]
revenue-declaration-ad	[193, 1752, 563, 2305]
table-header: Monthly remuneration	[1019, 1538, 1114, 1559]
table-header: ଜିଲ୍ଲା	[387, 57, 472, 74]
table-header: Pkg No	[576, 1842, 604, 1875]
article-11-nua-end: ଥିବା ରାଜେନ୍ଦ୍ରପ୍ରସାଦ ଦାସଙ୍କ ସ୍ଥାନରେ ନୂତନ ଏସ୍‌ପି ନିଯୁକ୍ତ ହେଲେ ।	[4, 1128, 353, 1143]
table-cell: କଳାହାଣ୍ଡି	[387, 278, 472, 295]
table-cell: 1	[576, 1875, 604, 1928]
cewacor-links[interactable]: www.cewacor.nic.in www.tenderhome.com	[10, 2220, 150, 2246]
zss-jajpur-ad	[193, 1427, 563, 1747]
optcl-signature: Dy. General Manager (HRD), CR	[584, 1405, 744, 1415]
article-chora-karbar: ଏମାନଙ୍କ ଗୋଦାମରେ ଏବେ ବି ମହଜୁତ ରହିଆଛି । ଉତ୍ପାଦନ ଶୁଳ୍କ ଦେଇ ନିୟମ ଅନୁସାରେ ଉତ୍ପାଦନ କରୁଥିବା ମଦ୍ୟ ସେ ସବୁ ସାମଗ୍ରୀକୁ ବିକ୍ରି କରି ନ ପାରିବା ଏହି ବ୍ୟବସାୟ ସହ ଜଡ଼ିତ ବାଣିଜ୍ୟ ଓ କର୍ମଚାରୀମାନଙ୍କୁ ଅବସ୍ଥା ଉପୁଜିଛି । ଏ ଏଲାକାରେ ଉତ୍ପାଦନ, ସେବା ଓ ସୀମା ଶୁଳ୍କ ବିଭାଗର ଜଣେ ଅଧିକାରୀ ନୁହନ୍ତି ରାଜ୍ୟ ସରକାରଙ୍କ ଏହି ନିଷ୍ପତ୍ତି ଦ୍ୱାରା ଓଡ଼ିଶାକୁ ସେହି ପରିମାଣର ଟିକସ ଆୟୟ ହେବ ବୋଲି ଜଣାଇଛନ୍ତି । ଏହି ଅର୍ଥରୁ ରାଜ୍ୟ ସରକାର ଯୋଗାଣକାରୀଙ୍କୁ ଅନୁମତି ଦେଇ ପାରିବେ ।	[4, 149, 360, 297]
table-cell: 746.55	[851, 1875, 906, 1928]
optcl-date: Dt.: 08.01.2013	[673, 1318, 744, 1328]
